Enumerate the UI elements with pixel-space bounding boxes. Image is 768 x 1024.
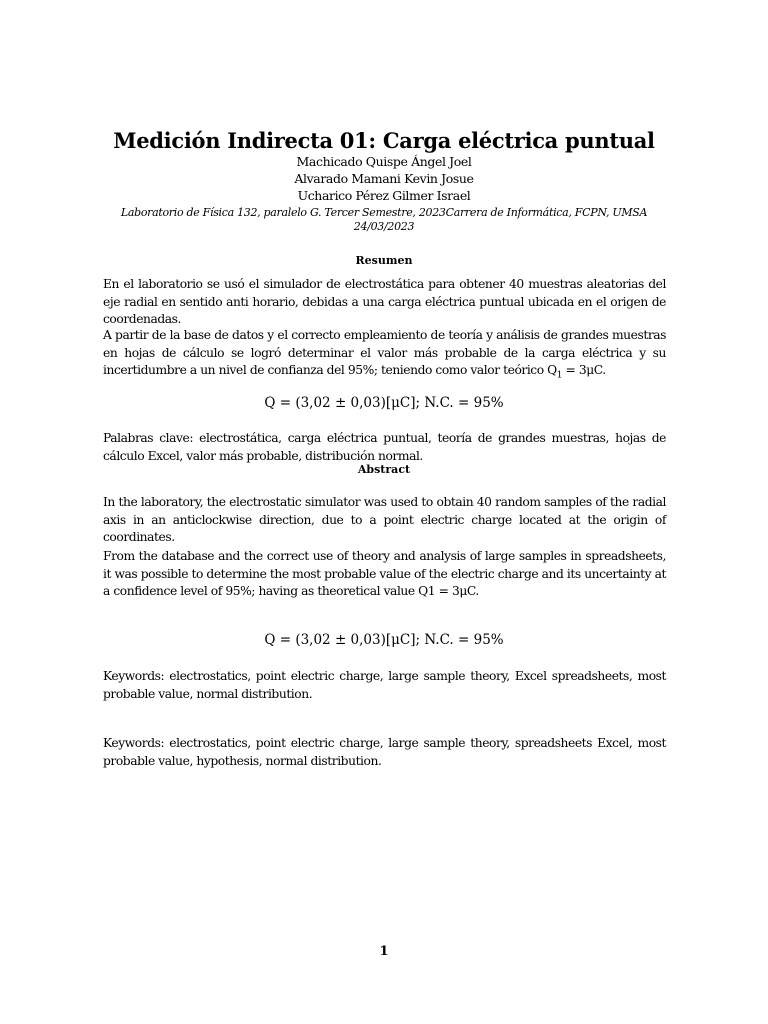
- author-1: Machicado Quispe Ángel Joel: [296, 154, 472, 169]
- resumen-paragraph-2-tail: = 3μC.: [562, 363, 606, 377]
- page-number: 1: [379, 944, 389, 959]
- subscript-1: 1: [556, 370, 563, 381]
- resumen-paragraph-2: [103, 327, 666, 385]
- abstract-keywords-1: Keywords: electrostatics, point electric charge, large sample theory, Excel spreadsheets, most probable value, normal distribution.: [103, 669, 666, 701]
- resumen-heading: Resumen: [355, 254, 413, 267]
- paper-title: Medición Indirecta 01: Carga eléctrica puntual: [113, 128, 655, 153]
- abstract-equation: Q = (3,02 ± 0,03)[μC]; N.C. = 95%: [264, 632, 504, 648]
- resumen-equation: Q = (3,02 ± 0,03)[μC]; N.C. = 95%: [264, 395, 504, 411]
- author-3: Ucharico Pérez Gilmer Israel: [297, 188, 471, 203]
- resumen-paragraph-1: En el laboratorio se usó el simulador de electrostática para obtener 40 muestras aleatorias del eje radial en sentido anti horario, debidas a una carga eléctrica puntual ubicada en el origen de coordenadas.: [103, 277, 666, 326]
- affiliation: Laboratorio de Física 132, paralelo G. Tercer Semestre, 2023Carrera de Informática, FCPN, UMSA: [120, 206, 648, 219]
- resumen-paragraph-2-text: A partir de la base de datos y el correcto empleamiento de teoría y análisis de grandes muestras en hojas de cálculo se logró determinar el valor más probable de la carga eléctrica y su incertidumbre a un nivel de confianza del 95%; teniendo como valor teórico Q: [103, 328, 666, 377]
- author-2: Alvarado Mamani Kevin Josue: [294, 171, 474, 186]
- resumen-keywords: Palabras clave: electrostática, carga eléctrica puntual, teoría de grandes muestras, hojas de cálculo Excel, valor más probable, distribución normal.: [103, 431, 666, 463]
- paper-date: 24/03/2023: [353, 220, 415, 233]
- abstract-heading: Abstract: [357, 463, 411, 476]
- abstract-paragraph-1: In the laboratory, the electrostatic simulator was used to obtain 40 random samples of the radial axis in an anticlockwise direction, due to a point electric charge located at the origin of coordinates.: [103, 495, 666, 544]
- abstract-keywords-2: Keywords: electrostatics, point electric charge, large sample theory, spreadsheets Excel, most probable value, hypothesis, normal distribution.: [103, 736, 666, 768]
- abstract-paragraph-2: From the database and the correct use of theory and analysis of large samples in spreadsheets, it was possible to determine the most probable value of the electric charge and its uncertainty at a confidence level of 95%; having as theoretical value Q1 = 3μC.: [103, 549, 666, 598]
